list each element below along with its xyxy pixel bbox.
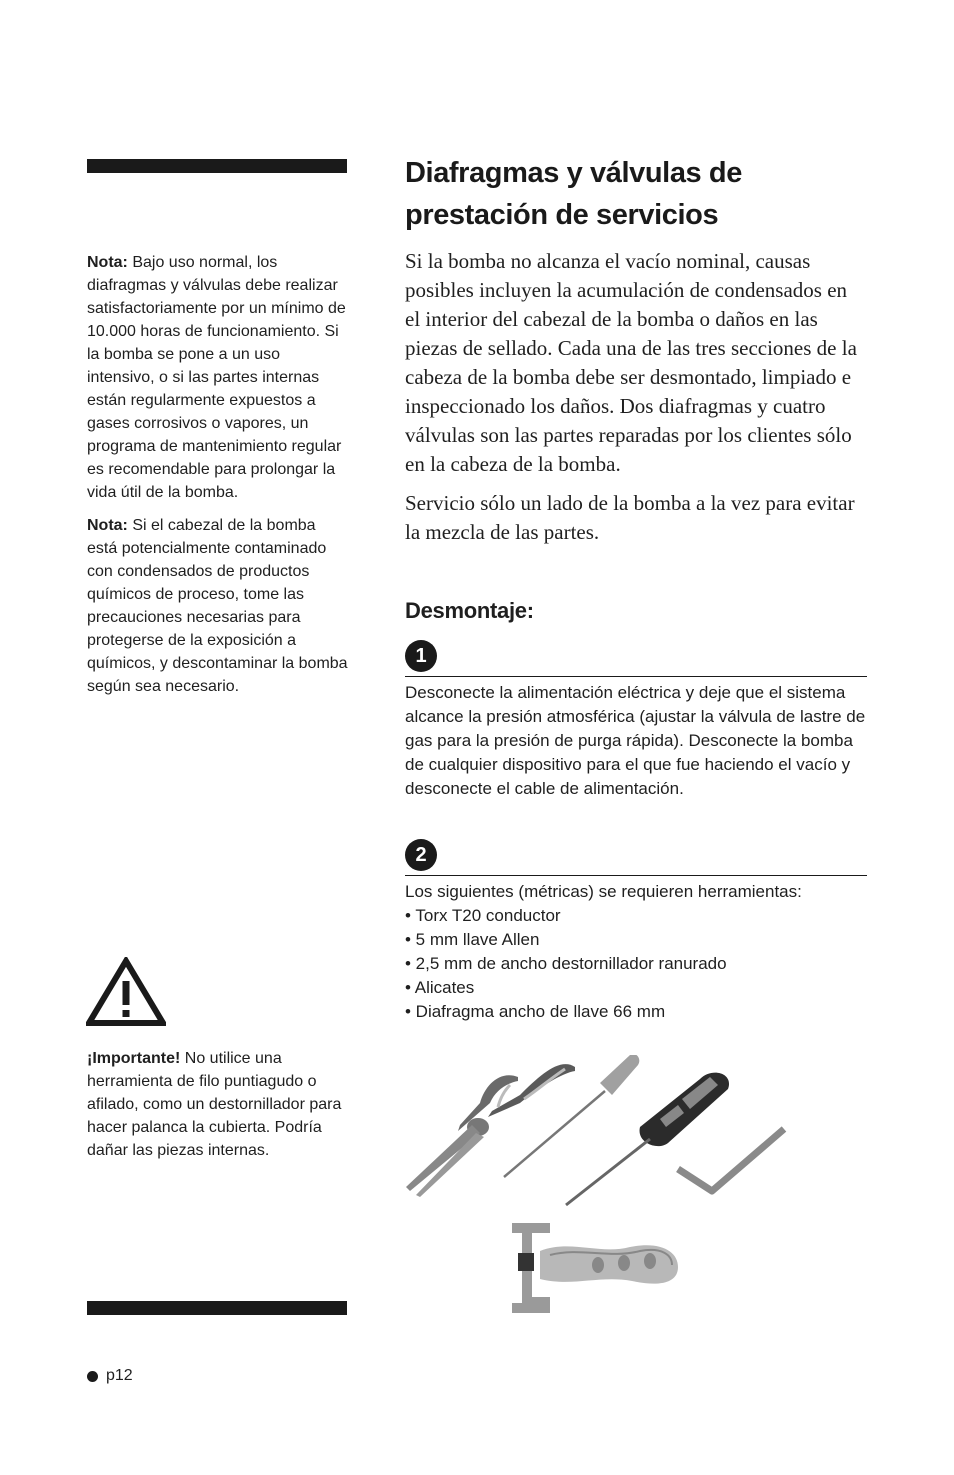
tool-item: • Diafragma ancho de llave 66 mm <box>405 1002 666 1021</box>
important-text: No utilice una herramienta de filo puntiagudo o afilado, como un destornillador para hacer palanca la cubierta. Podría dañar las piezas internas. <box>87 1050 342 1159</box>
note-2-text: Si el cabezal de la bomba está potencialmente contaminado con condensados de productos químicos de proceso, tome las precauciones necesarias para protegerse de la exposición a químicos, y descontaminar la bomba según sea necesario. <box>87 517 348 695</box>
sidebar-notes <box>87 251 349 708</box>
intro-paragraph-1: Si la bomba no alcanza el vacío nominal, causas posibles incluyen la acumulación de condensados en el interior del cabezal de la bomba o daños en las piezas de sellado. Cada una de las tres secciones de la cabeza de la bomba debe ser desmontado, limpiado e inspeccionado los daños. Dos diafragmas y cuatro válvulas son las partes reparadas por los clientes sólo en la cabeza de la bomba. <box>405 249 857 476</box>
important-note <box>87 1047 349 1172</box>
intro-paragraph-2: Servicio sólo un lado de la bomba a la vez para evitar la mezcla de las partes. <box>405 491 855 544</box>
note-2-label: Nota: <box>87 517 128 534</box>
step-2-number: 2 <box>405 839 437 871</box>
tool-item: • 5 mm llave Allen <box>405 930 540 949</box>
bullet-dot-icon <box>87 1371 98 1382</box>
top-rule-bar <box>87 159 347 173</box>
note-2 <box>87 514 349 698</box>
bottom-rule-bar <box>87 1301 347 1315</box>
step-2-rule <box>405 875 867 876</box>
page-number: p12 <box>106 1367 133 1384</box>
section-heading: Desmontaje: <box>405 598 534 623</box>
tools-photo <box>400 1055 800 1325</box>
step-2-intro: Los siguientes (métricas) se requieren herramientas: <box>405 882 802 901</box>
tool-item: • Torx T20 conductor <box>405 906 561 925</box>
step-2-text <box>405 880 875 1024</box>
note-1-label: Nota: <box>87 254 128 271</box>
allen-key-image <box>678 1129 784 1191</box>
slotted-screwdriver-image <box>504 1055 639 1177</box>
note-1-text: Bajo uso normal, los diafragmas y válvulas debe realizar satisfactoriamente por un mínimo de 10.000 horas de funcionamiento. Si la bomba se pone a un uso intensivo, o si las partes internas están regularmente expuestos a gases corrosivos o vapores, un programa de mantenimiento regular es recomendable para prolongar la vida útil de la bomba. <box>87 254 346 501</box>
tool-item: • 2,5 mm de ancho destornillador ranurado <box>405 954 727 973</box>
tools-list <box>405 904 875 1024</box>
step-1-rule <box>405 676 867 677</box>
tool-item: • Alicates <box>405 978 475 997</box>
note-1 <box>87 251 349 504</box>
page-footer <box>87 1367 133 1385</box>
warning-triangle-icon <box>86 957 166 1027</box>
pliers-image <box>406 1064 575 1197</box>
diaphragm-wrench-image <box>512 1223 678 1313</box>
step-1-text: Desconecte la alimentación eléctrica y deje que el sistema alcance la presión atmosférica (ajustar la válvula de lastre de gas para la presión de purga rápida). Desconecte la bomba de cualquier dispositivo para el que fue haciendo el vacío y desconecte el cable de alimentación. <box>405 683 866 798</box>
important-label: ¡Importante! <box>87 1050 181 1067</box>
step-1-number: 1 <box>405 640 437 672</box>
page-title: Diafragmas y válvulas de prestación de servicios <box>405 157 742 231</box>
intro-text <box>405 247 867 557</box>
